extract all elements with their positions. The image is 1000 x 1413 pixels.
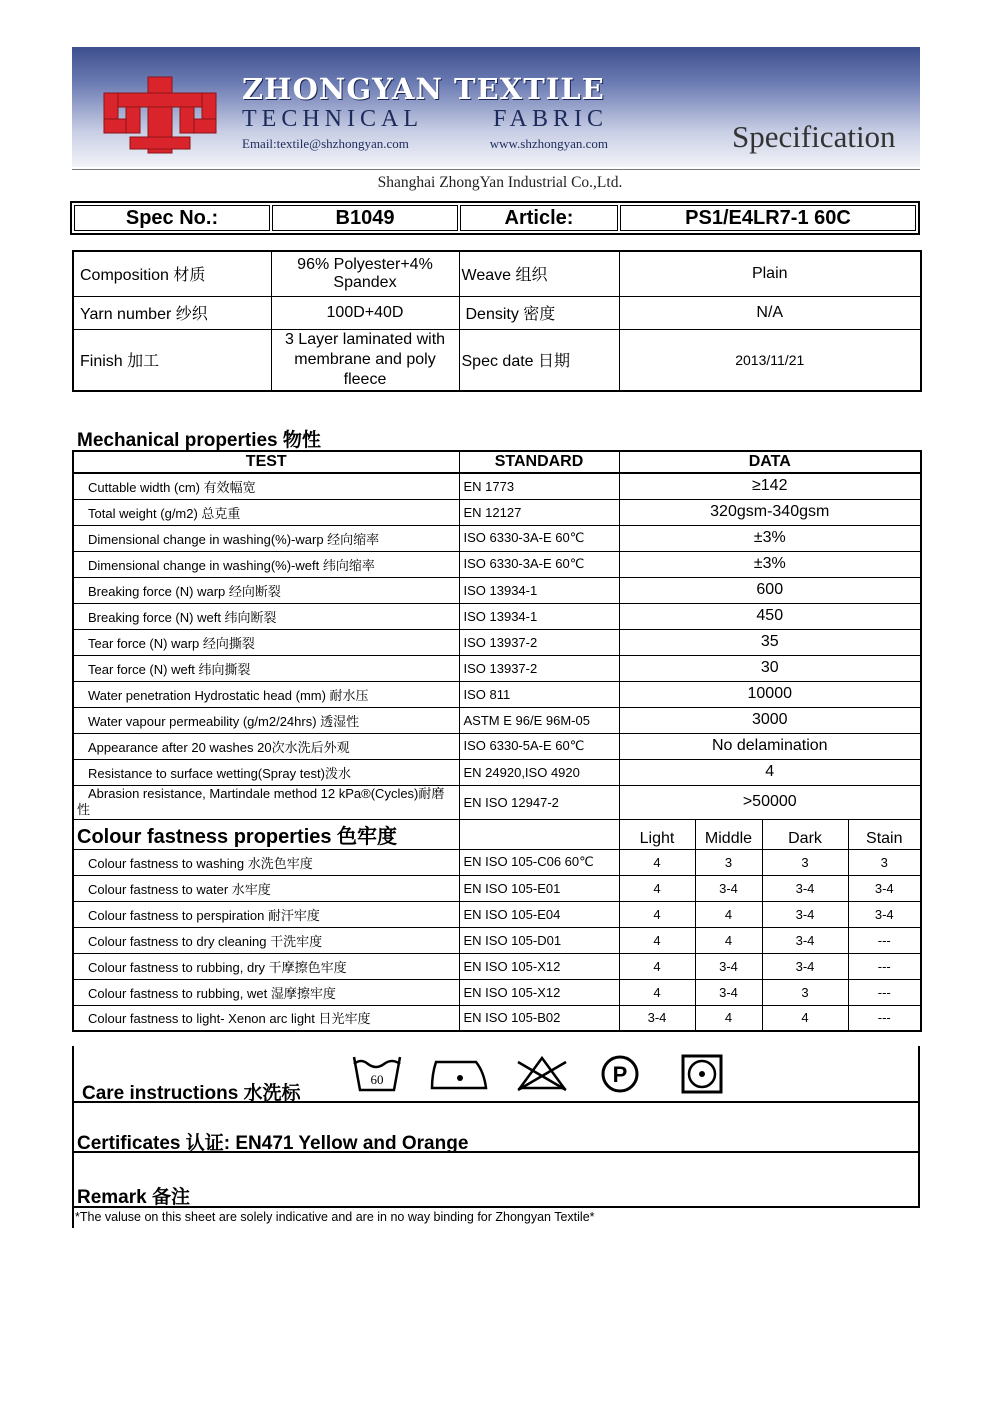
properties-table — [72, 450, 922, 1032]
tumble-dry-icon — [680, 1054, 724, 1094]
test-standard: EN ISO 105-C06 60℃ — [459, 849, 619, 875]
grade-light: 4 — [619, 901, 695, 927]
test-name: Breaking force (N) weft 纬向断裂 — [73, 603, 459, 629]
test-standard: ISO 6330-3A-E 60℃ — [459, 551, 619, 577]
yarn-label: Yarn number 纱织 — [73, 296, 271, 329]
weave-value: Plain — [619, 251, 921, 296]
test-standard: ISO 13937-2 — [459, 629, 619, 655]
test-name: Abrasion resistance, Martindale method 12 kPa®(Cycles)耐磨性 — [73, 785, 459, 819]
test-data: No delamination — [619, 733, 921, 759]
weave-label: Weave 组织 — [459, 251, 619, 296]
article-value: PS1/E4LR7-1 60C — [620, 205, 916, 231]
grade-stain: 3-4 — [848, 875, 921, 901]
colour-row — [73, 953, 921, 979]
colour-header-blank — [459, 819, 619, 849]
test-standard: EN 1773 — [459, 473, 619, 499]
grade-light: 4 — [619, 875, 695, 901]
brand-contact — [242, 136, 608, 152]
grade-dark: 3-4 — [762, 953, 848, 979]
colour-row — [73, 849, 921, 875]
mechanical-row — [73, 681, 921, 707]
test-name: Tear force (N) warp 经向撕裂 — [73, 629, 459, 655]
zhongyan-logo-icon — [100, 75, 220, 155]
grade-light: 4 — [619, 927, 695, 953]
header-divider — [72, 169, 920, 170]
grade-light: 3-4 — [619, 1005, 695, 1031]
test-name: Tear force (N) weft 纬向撕裂 — [73, 655, 459, 681]
col-standard: STANDARD — [459, 451, 619, 473]
mechanical-row — [73, 655, 921, 681]
test-standard: EN ISO 105-X12 — [459, 953, 619, 979]
test-standard: ISO 6330-5A-E 60℃ — [459, 733, 619, 759]
test-data: 450 — [619, 603, 921, 629]
svg-text:P: P — [612, 1062, 628, 1087]
grade-dark: 3-4 — [762, 927, 848, 953]
article-label: Article: — [460, 205, 618, 231]
test-standard: ISO 13937-2 — [459, 655, 619, 681]
brand-subtitle — [242, 106, 608, 133]
test-standard: EN ISO 105-X12 — [459, 979, 619, 1005]
brand-sub-fabric: FABRIC — [493, 106, 608, 132]
test-name: Water penetration Hydrostatic head (mm) 耐水压 — [73, 681, 459, 707]
grade-dark: 3 — [762, 849, 848, 875]
test-name: Colour fastness to perspiration 耐汗牢度 — [73, 901, 459, 927]
footnote-rule — [72, 1206, 74, 1228]
col-dark: Dark — [762, 819, 848, 849]
grade-middle: 4 — [695, 927, 762, 953]
grade-dark: 4 — [762, 1005, 848, 1031]
colour-row — [73, 979, 921, 1005]
test-standard: ISO 13934-1 — [459, 577, 619, 603]
grade-stain: --- — [848, 927, 921, 953]
grade-stain: 3-4 — [848, 901, 921, 927]
colour-heading: Colour fastness properties 色牢度 — [73, 819, 459, 849]
test-data: 600 — [619, 577, 921, 603]
certificates-text: Certificates 认证: EN471 Yellow and Orange — [77, 1133, 469, 1154]
test-name: Appearance after 20 washes 20次水洗后外观 — [73, 733, 459, 759]
finish-label: Finish 加工 — [73, 329, 271, 391]
col-stain: Stain — [848, 819, 921, 849]
remark-label: Remark 备注 — [77, 1187, 190, 1208]
mechanical-row — [73, 473, 921, 499]
grade-stain: --- — [848, 953, 921, 979]
colour-header-row — [73, 819, 921, 849]
care-label: Care instructions 水洗标 — [82, 1083, 301, 1104]
colour-row — [73, 1005, 921, 1031]
test-name: Total weight (g/m2) 总克重 — [73, 499, 459, 525]
test-standard: EN 12127 — [459, 499, 619, 525]
grade-middle: 3-4 — [695, 953, 762, 979]
test-name: Colour fastness to dry cleaning 干洗牢度 — [73, 927, 459, 953]
test-name: Dimensional change in washing(%)-weft 纬向缩率 — [73, 551, 459, 577]
fabric-info-table — [72, 250, 922, 392]
test-data: >50000 — [619, 785, 921, 819]
test-data: 10000 — [619, 681, 921, 707]
test-data: 4 — [619, 759, 921, 785]
mechanical-row — [73, 525, 921, 551]
brand-sub-technical: TECHNICAL — [242, 106, 423, 132]
iron-low-icon — [430, 1054, 488, 1094]
footnote: *The valuse on this sheet are solely indicative and are in no way binding for Zhongyan Textile* — [75, 1210, 595, 1224]
remark-box — [72, 1151, 920, 1208]
contact-website: www.shzhongyan.com — [489, 136, 608, 151]
mechanical-row — [73, 629, 921, 655]
wash-60-icon — [352, 1054, 402, 1094]
test-data: 35 — [619, 629, 921, 655]
grade-light: 4 — [619, 849, 695, 875]
mechanical-heading: Mechanical properties 物性 — [77, 430, 321, 451]
do-not-bleach-icon — [514, 1054, 570, 1094]
mechanical-row — [73, 577, 921, 603]
company-name: Shanghai ZhongYan Industrial Co.,Ltd. — [377, 174, 623, 191]
col-data: DATA — [619, 451, 921, 473]
test-name: Colour fastness to rubbing, wet 湿摩擦牢度 — [73, 979, 459, 1005]
test-name: Resistance to surface wetting(Spray test)泼水 — [73, 759, 459, 785]
spec-no-value: B1049 — [272, 205, 458, 231]
mechanical-row — [73, 603, 921, 629]
col-middle: Middle — [695, 819, 762, 849]
grade-stain: --- — [848, 979, 921, 1005]
spec-date-value: 2013/11/21 — [619, 329, 921, 391]
grade-light: 4 — [619, 979, 695, 1005]
density-label: Density 密度 — [459, 296, 619, 329]
test-standard: EN 24920,ISO 4920 — [459, 759, 619, 785]
mechanical-header-row — [73, 451, 921, 473]
test-standard: ISO 6330-3A-E 60℃ — [459, 525, 619, 551]
test-data: 3000 — [619, 707, 921, 733]
test-name: Cuttable width (cm) 有效幅宽 — [73, 473, 459, 499]
grade-middle: 3 — [695, 849, 762, 875]
composition-label: Composition 材质 — [73, 251, 271, 296]
test-data: 320gsm-340gsm — [619, 499, 921, 525]
composition-value: 96% Polyester+4% Spandex — [271, 251, 459, 296]
spec-date-label: Spec date 日期 — [459, 329, 619, 391]
test-standard: ISO 13934-1 — [459, 603, 619, 629]
col-test: TEST — [73, 451, 459, 473]
grade-light: 4 — [619, 953, 695, 979]
grade-middle: 3-4 — [695, 875, 762, 901]
colour-row — [73, 875, 921, 901]
test-standard: EN ISO 105-D01 — [459, 927, 619, 953]
test-name: Water vapour permeability (g/m2/24hrs) 透湿性 — [73, 707, 459, 733]
grade-middle: 4 — [695, 1005, 762, 1031]
density-value: N/A — [619, 296, 921, 329]
mechanical-row — [73, 759, 921, 785]
test-name: Colour fastness to water 水牢度 — [73, 875, 459, 901]
test-standard: ASTM E 96/E 96M-05 — [459, 707, 619, 733]
test-data: ≥142 — [619, 473, 921, 499]
grade-dark: 3 — [762, 979, 848, 1005]
grade-stain: 3 — [848, 849, 921, 875]
test-data: 30 — [619, 655, 921, 681]
colour-row — [73, 927, 921, 953]
grade-stain: --- — [848, 1005, 921, 1031]
mechanical-row — [73, 733, 921, 759]
test-name: Breaking force (N) warp 经向断裂 — [73, 577, 459, 603]
test-data: ±3% — [619, 525, 921, 551]
colour-row — [73, 901, 921, 927]
mechanical-row — [73, 499, 921, 525]
test-name: Colour fastness to light- Xenon arc light 日光牢度 — [73, 1005, 459, 1031]
mechanical-row — [73, 707, 921, 733]
grade-dark: 3-4 — [762, 875, 848, 901]
test-standard: ISO 811 — [459, 681, 619, 707]
grade-middle: 3-4 — [695, 979, 762, 1005]
test-standard: EN ISO 105-E04 — [459, 901, 619, 927]
test-name: Colour fastness to washing 水洗色牢度 — [73, 849, 459, 875]
test-standard: EN ISO 105-B02 — [459, 1005, 619, 1031]
wash-temp-label: 60 — [370, 1072, 384, 1087]
test-standard: EN ISO 105-E01 — [459, 875, 619, 901]
grade-dark: 3-4 — [762, 901, 848, 927]
spec-no-label: Spec No.: — [74, 205, 270, 231]
spec-box — [70, 201, 920, 235]
grade-middle: 4 — [695, 901, 762, 927]
test-data: ±3% — [619, 551, 921, 577]
dry-clean-p-icon — [598, 1054, 642, 1094]
mechanical-row — [73, 785, 921, 819]
test-standard: EN ISO 12947-2 — [459, 785, 619, 819]
yarn-value: 100D+40D — [271, 296, 459, 329]
contact-email: Email:textile@shzhongyan.com — [242, 136, 409, 151]
mechanical-row — [73, 551, 921, 577]
test-name: Dimensional change in washing(%)-warp 经向缩率 — [73, 525, 459, 551]
col-light: Light — [619, 819, 695, 849]
finish-value: 3 Layer laminated with membrane and poly fleece — [271, 329, 459, 391]
test-name: Colour fastness to rubbing, dry 干摩擦色牢度 — [73, 953, 459, 979]
document-title: Specification — [732, 119, 896, 154]
brand-title: ZHONGYAN TEXTILE — [242, 72, 605, 106]
